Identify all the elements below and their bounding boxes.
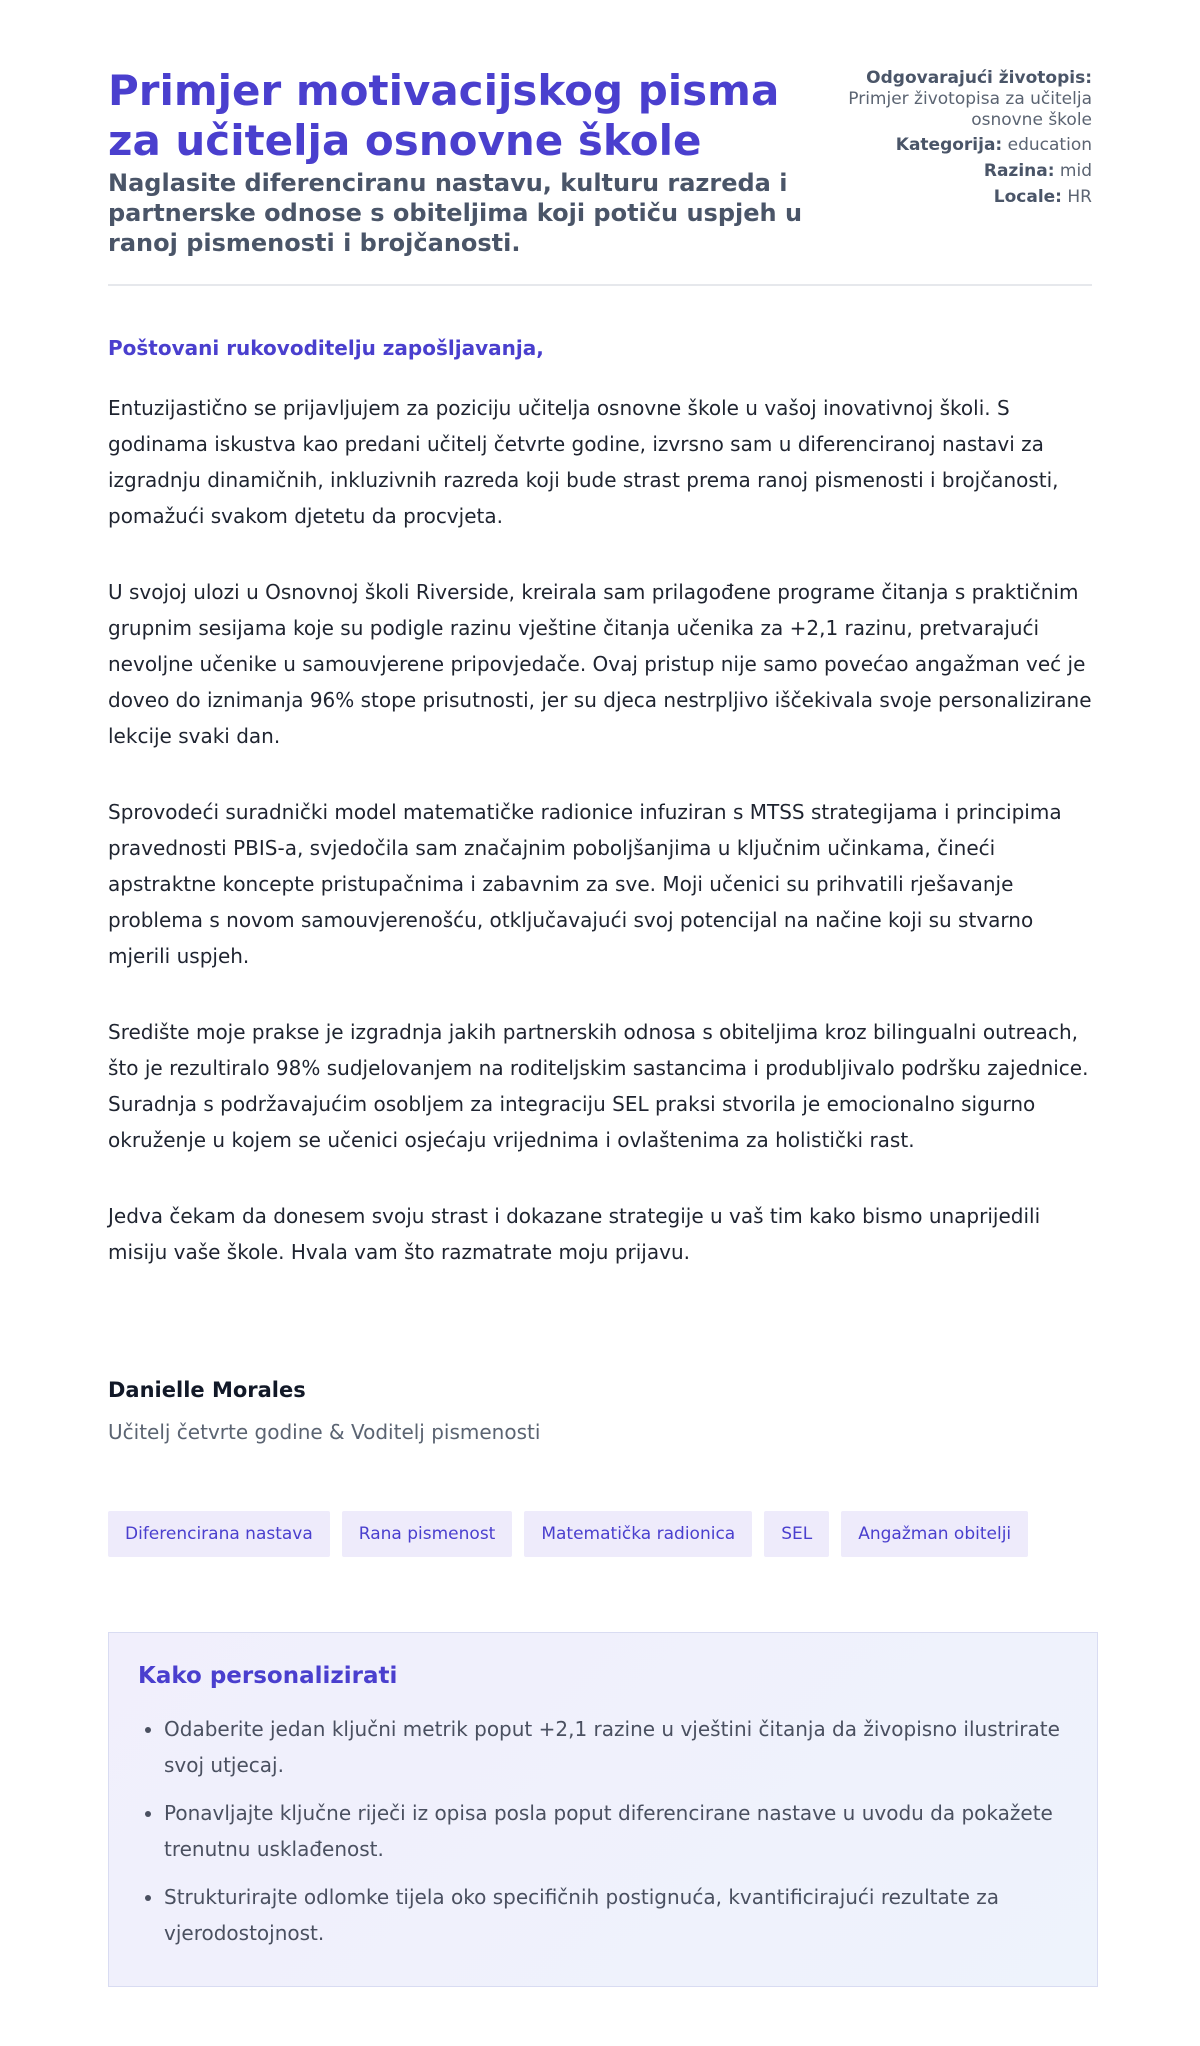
letter-paragraph: Sprovodeći suradnički model matematičke radionice infuziran s MTSS strategijama i principima pravednosti PBIS-a, svjedočila sam značajnim poboljšanjima u ključnim učinkama, čineći apstraktne koncepte pristupačnima i zabavnim za sve. Moji učenici su prihvatili rješavanje problema s novom samouvjerenošću, otključavajući svoj potencijal na načine koji su stvarno mjerili uspjeh.: [108, 800, 1062, 968]
meta-level: [832, 161, 1092, 182]
letter-greeting: Poštovani rukovoditelju zapošljavanja,: [108, 336, 544, 360]
tag-chip[interactable]: Matematička radionica: [524, 1511, 752, 1557]
header: [108, 0, 1092, 257]
tag-list: [108, 1511, 1028, 1557]
tips-title: Kako personalizirati: [138, 1663, 398, 1689]
tag-chip[interactable]: Diferencirana nastava: [108, 1511, 330, 1557]
tag-chip[interactable]: SEL: [764, 1511, 829, 1557]
page-subtitle: Naglasite diferenciranu nastavu, kulturu razreda i partnerske odnose s obiteljima koji potiču uspjeh u ranoj pismenosti i brojčanosti.: [108, 169, 803, 257]
letter-paragraph: Središte moje prakse je izgradnja jakih partnerskih odnosa s obiteljima kroz bilingualni outreach, što je rezultiralo 98% sudjelovanjem na roditeljskim sastancima i produbljivalo podršku zajednice. Suradnja s podržavajućim osobljem za integraciju SEL praksi stvorila je emocionalno sigurno okruženje u kojem se učenici osjećaju vrijednima i ovlaštenima za holistički rast.: [108, 1020, 1089, 1152]
letter-body: [108, 390, 1098, 1310]
meta-category-label: Kategorija:: [895, 135, 1003, 155]
meta-level-value: mid: [1059, 161, 1092, 181]
signature-name: Danielle Morales: [108, 1378, 306, 1402]
tip-item: • Odaberite jedan ključni metrik poput +2,1 razine u vještini čitanja da živopisno ilustrirate svoj utjecaj.: [164, 1711, 1068, 1783]
tag-chip[interactable]: Angažman obitelji: [841, 1511, 1028, 1557]
page-title: Primjer motivacijskog pisma za učitelja osnovne škole: [108, 66, 780, 165]
letter-paragraph: U svojoj ulozi u Osnovnoj školi Riverside, kreirala sam prilagođene programe čitanja s praktičnim grupnim sesijama koje su podigle razinu vještine čitanja učenika za +2,1 razinu, pretvarajući nevoljne učenike u samouvjerene pripovjedače. Ovaj pristup nije samo povećao angažman već je doveo do iznimanja 96% stope prisutnosti, jer su djeca nestrpljivo iščekivala svoje personalizirane lekcije svaki dan.: [108, 580, 1092, 748]
tips-list: [138, 1711, 1068, 1951]
personalization-tips-panel: [108, 1632, 1098, 1987]
signature-role: Učitelj četvrte godine & Voditelj pismenosti: [108, 1420, 541, 1444]
meta-resume-label: Odgovarajući životopis:: [866, 68, 1092, 88]
meta-category: [832, 135, 1092, 156]
signature-block: [108, 1378, 540, 1444]
meta-resume-value[interactable]: Primjer životopisa za učitelja osnovne škole: [848, 89, 1092, 130]
letter-paragraph: Jedva čekam da donesem svoju strast i dokazane strategije u vaš tim kako bismo unaprijedili misiju vaše škole. Hvala vam što razmatrate moju prijavu.: [108, 1204, 1041, 1264]
meta-locale-value: HR: [1067, 187, 1092, 207]
meta-category-value: education: [1007, 135, 1092, 155]
meta-locale-label: Locale:: [993, 187, 1062, 207]
header-divider: [108, 284, 1092, 286]
meta-locale: [832, 187, 1092, 208]
meta-level-label: Razina:: [983, 161, 1055, 181]
tip-item: • Strukturirajte odlomke tijela oko specifičnih postignuća, kvantificirajući rezultate za vjerodostojnost.: [164, 1879, 1068, 1951]
tag-chip[interactable]: Rana pismenost: [342, 1511, 513, 1557]
meta-panel: [832, 68, 1092, 213]
meta-resume: [832, 68, 1092, 131]
tip-item: • Ponavljajte ključne riječi iz opisa posla poput diferencirane nastave u uvodu da pokažete trenutnu usklađenost.: [164, 1795, 1068, 1867]
letter-paragraph: Entuzijastično se prijavljujem za poziciju učitelja osnovne škole u vašoj inovativnoj školi. S godinama iskustva kao predani učitelj četvrte godine, izvrsno sam u diferenciranoj nastavi za izgradnju dinamičnih, inkluzivnih razreda koji bude strast prema ranoj pismenosti i brojčanosti, pomažući svakom djetetu da procvjeta.: [108, 396, 1059, 528]
